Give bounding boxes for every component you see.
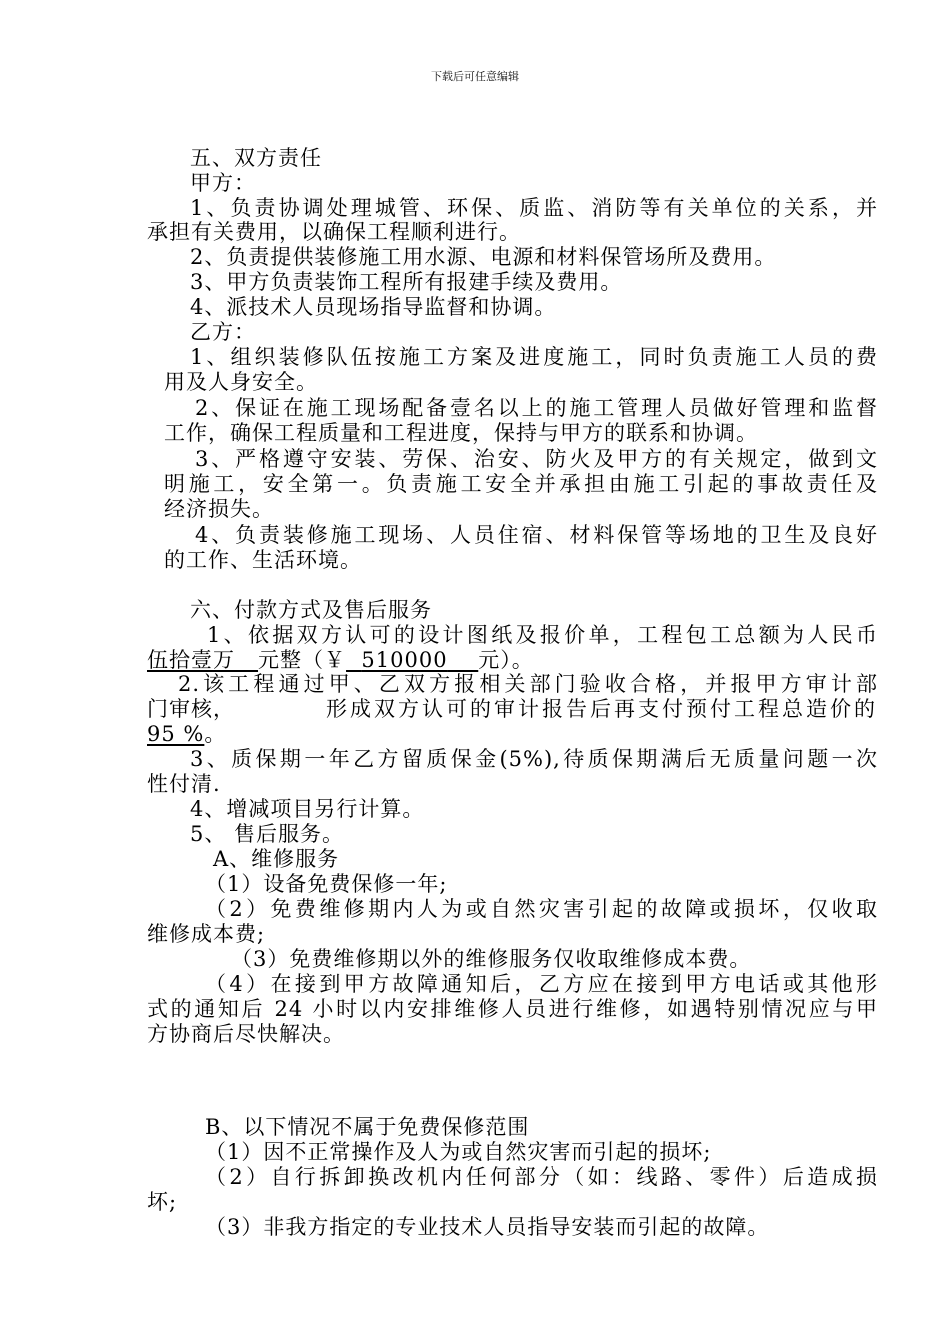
party-a-item-1-line-2: 承担有关费用，以确保工程顺利进行。 [147,220,521,244]
section-5-title: 五、双方责任 [190,146,322,170]
payment-item-1-line-1: 1、依据双方认可的设计图纸及报价单，工程包工总额为人民币 [207,623,878,647]
maintenance-item-2-line-1: （2）免费维修期内人为或自然灾害引起的故障或损坏，仅收取 [205,897,878,921]
page-header: 下载后可任意编辑 [431,70,519,83]
payment-item-2-line-1: 2.该工程通过甲、乙双方报相关部门验收合格，并报甲方审计部 [178,672,878,696]
payment-item-2-line-3: 95 %。 [147,722,227,746]
payment-item-3-line-2: 性付清. [147,772,221,796]
party-b-item-3-line-2: 明施工，安全第一。负责施工安全并承担由施工引起的事故责任及 [164,472,878,496]
party-a-item-4: 4、派技术人员现场指导监督和协调。 [190,295,557,319]
maintenance-item-4-line-2: 式的通知后 24 小时以内安排维修人员进行维修，如遇特别情况应与甲 [147,997,878,1021]
party-b-item-1-line-2: 用及人身安全。 [164,370,318,394]
maintenance-item-4-line-3: 方协商后尽快解决。 [147,1022,345,1046]
maintenance-item-1: （1）设备免费保修一年; [205,872,448,896]
section-6-title: 六、付款方式及售后服务 [190,598,432,622]
warranty-exclusions-title: B、以下情况不属于免费保修范围 [205,1115,530,1139]
exclusion-item-2-line-1: （2）自行拆卸换改机内任何部分（如：线路、零件）后造成损 [205,1165,878,1189]
party-b-item-2-line-2: 工作，确保工程质量和工程进度，保持与甲方的联系和协调。 [164,421,758,445]
maintenance-item-2-line-2: 维修成本费; [147,922,266,946]
party-b-item-3-line-1: 3、严格遵守安装、劳保、治安、防火及甲方的有关规定，做到文 [195,447,878,471]
party-a-label: 甲方： [190,171,256,195]
amount-in-words: 伍拾壹万 [147,648,235,672]
party-b-label: 乙方： [190,320,256,344]
party-b-item-3-line-3: 经济损失。 [164,497,274,521]
exclusion-item-1: （1）因不正常操作及人为或自然灾害而引起的损坏; [205,1140,712,1164]
payment-item-4: 4、增减项目另行计算。 [190,797,425,821]
maintenance-item-4-line-1: （4）在接到甲方故障通知后，乙方应在接到甲方电话或其他形 [205,972,878,996]
payment-percent: 95 % [147,722,205,746]
amount-in-figures: 510000 [361,648,448,672]
maintenance-service-title: A、维修服务 [213,847,340,871]
party-a-item-2: 2、负责提供装修施工用水源、电源和材料保管场所及费用。 [190,245,777,269]
party-a-item-1-line-1: 1、负责协调处理城管、环保、质监、消防等有关单位的关系，并 [190,196,878,220]
exclusion-item-2-line-2: 坏; [147,1190,178,1214]
party-b-item-4-line-1: 4、负责装修施工现场、人员住宿、材料保管等场地的卫生及良好 [195,523,878,547]
maintenance-item-3: （3）免费维修期以外的维修服务仅收取维修成本费。 [231,947,752,971]
party-b-item-1-line-1: 1、组织装修队伍按施工方案及进度施工，同时负责施工人员的费 [190,345,878,369]
payment-item-3-line-1: 3、质保期一年乙方留质保金(5%),待质保期满后无质量问题一次 [190,747,878,771]
exclusion-item-3: （3）非我方指定的专业技术人员指导安装而引起的故障。 [205,1215,770,1239]
party-b-item-2-line-1: 2、保证在施工现场配备壹名以上的施工管理人员做好管理和监督 [195,396,878,420]
payment-item-5: 5、 售后服务。 [190,822,345,846]
party-a-item-3: 3、甲方负责装饰工程所有报建手续及费用。 [190,270,623,294]
payment-item-2-line-2: 门审核， 形成双方认可的审计报告后再支付预付工程总造价的 [147,697,878,721]
payment-item-1-line-2: 伍拾壹万 元整（￥ 510000 元）。 [147,648,534,672]
party-b-item-4-line-2: 的工作、生活环境。 [164,548,362,572]
